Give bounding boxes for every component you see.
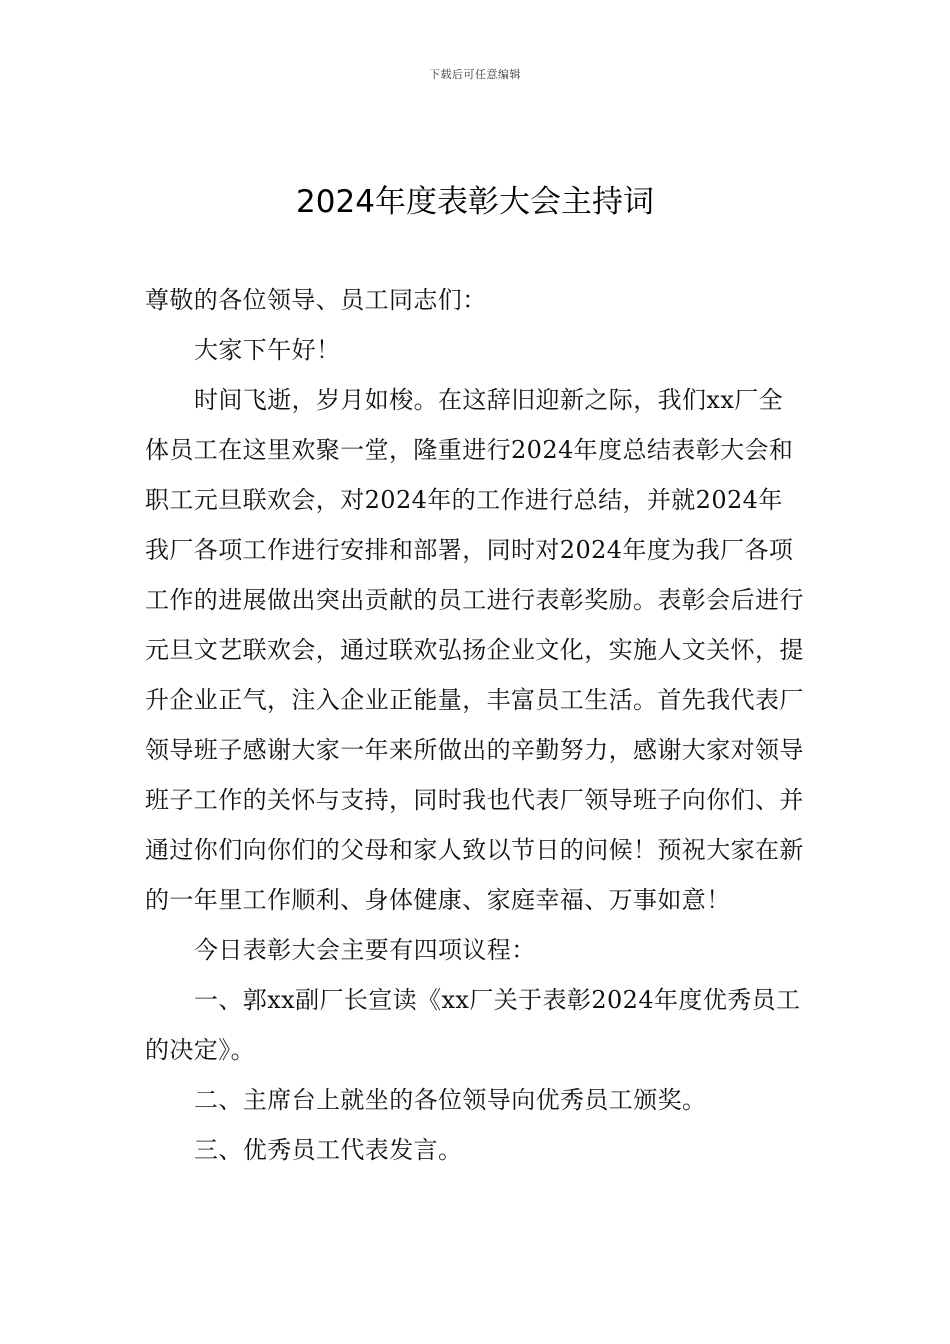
document-body: [145, 275, 807, 1175]
document-title: 2024年度表彰大会主持词: [296, 184, 654, 220]
agenda-item-3: 三、优秀员工代表发言。: [194, 1136, 463, 1164]
paragraph-opening-speech: 时间飞逝，岁月如梭。在这辞旧迎新之际，我们xx厂全体员工在这里欢聚一堂，隆重进行2024年度总结表彰大会和职工元旦联欢会，对2024年的工作进行总结，并就2024年我厂各项工作进行安排和部署，同时对2024年度为我厂各项工作的进展做出突出贡献的员工进行表彰奖励。表彰会后进行元旦文艺联欢会，通过联欢弘扬企业文化，实施人文关怀，提升企业正气，注入企业正能量，丰富员工生活。首先我代表厂领导班子感谢大家一年来所做出的辛勤努力，感谢大家对领导班子工作的关怀与支持，同时我也代表厂领导班子向你们、并通过你们向你们的父母和家人致以节日的问候！预祝大家在新的一年里工作顺利、身体健康、家庭幸福、万事如意！: [145, 386, 804, 914]
paragraph-agenda-intro: 今日表彰大会主要有四项议程：: [194, 936, 536, 964]
paragraph-greeting: 大家下午好！: [194, 336, 341, 364]
agenda-item-1: 一、郭xx副厂长宣读《xx厂关于表彰2024年度优秀员工的决定》。: [145, 986, 801, 1064]
salutation: 尊敬的各位领导、员工同志们：: [145, 286, 487, 314]
header-note: 下载后可任意编辑: [429, 68, 521, 81]
agenda-item-2: 二、主席台上就坐的各位领导向优秀员工颁奖。: [194, 1086, 707, 1114]
